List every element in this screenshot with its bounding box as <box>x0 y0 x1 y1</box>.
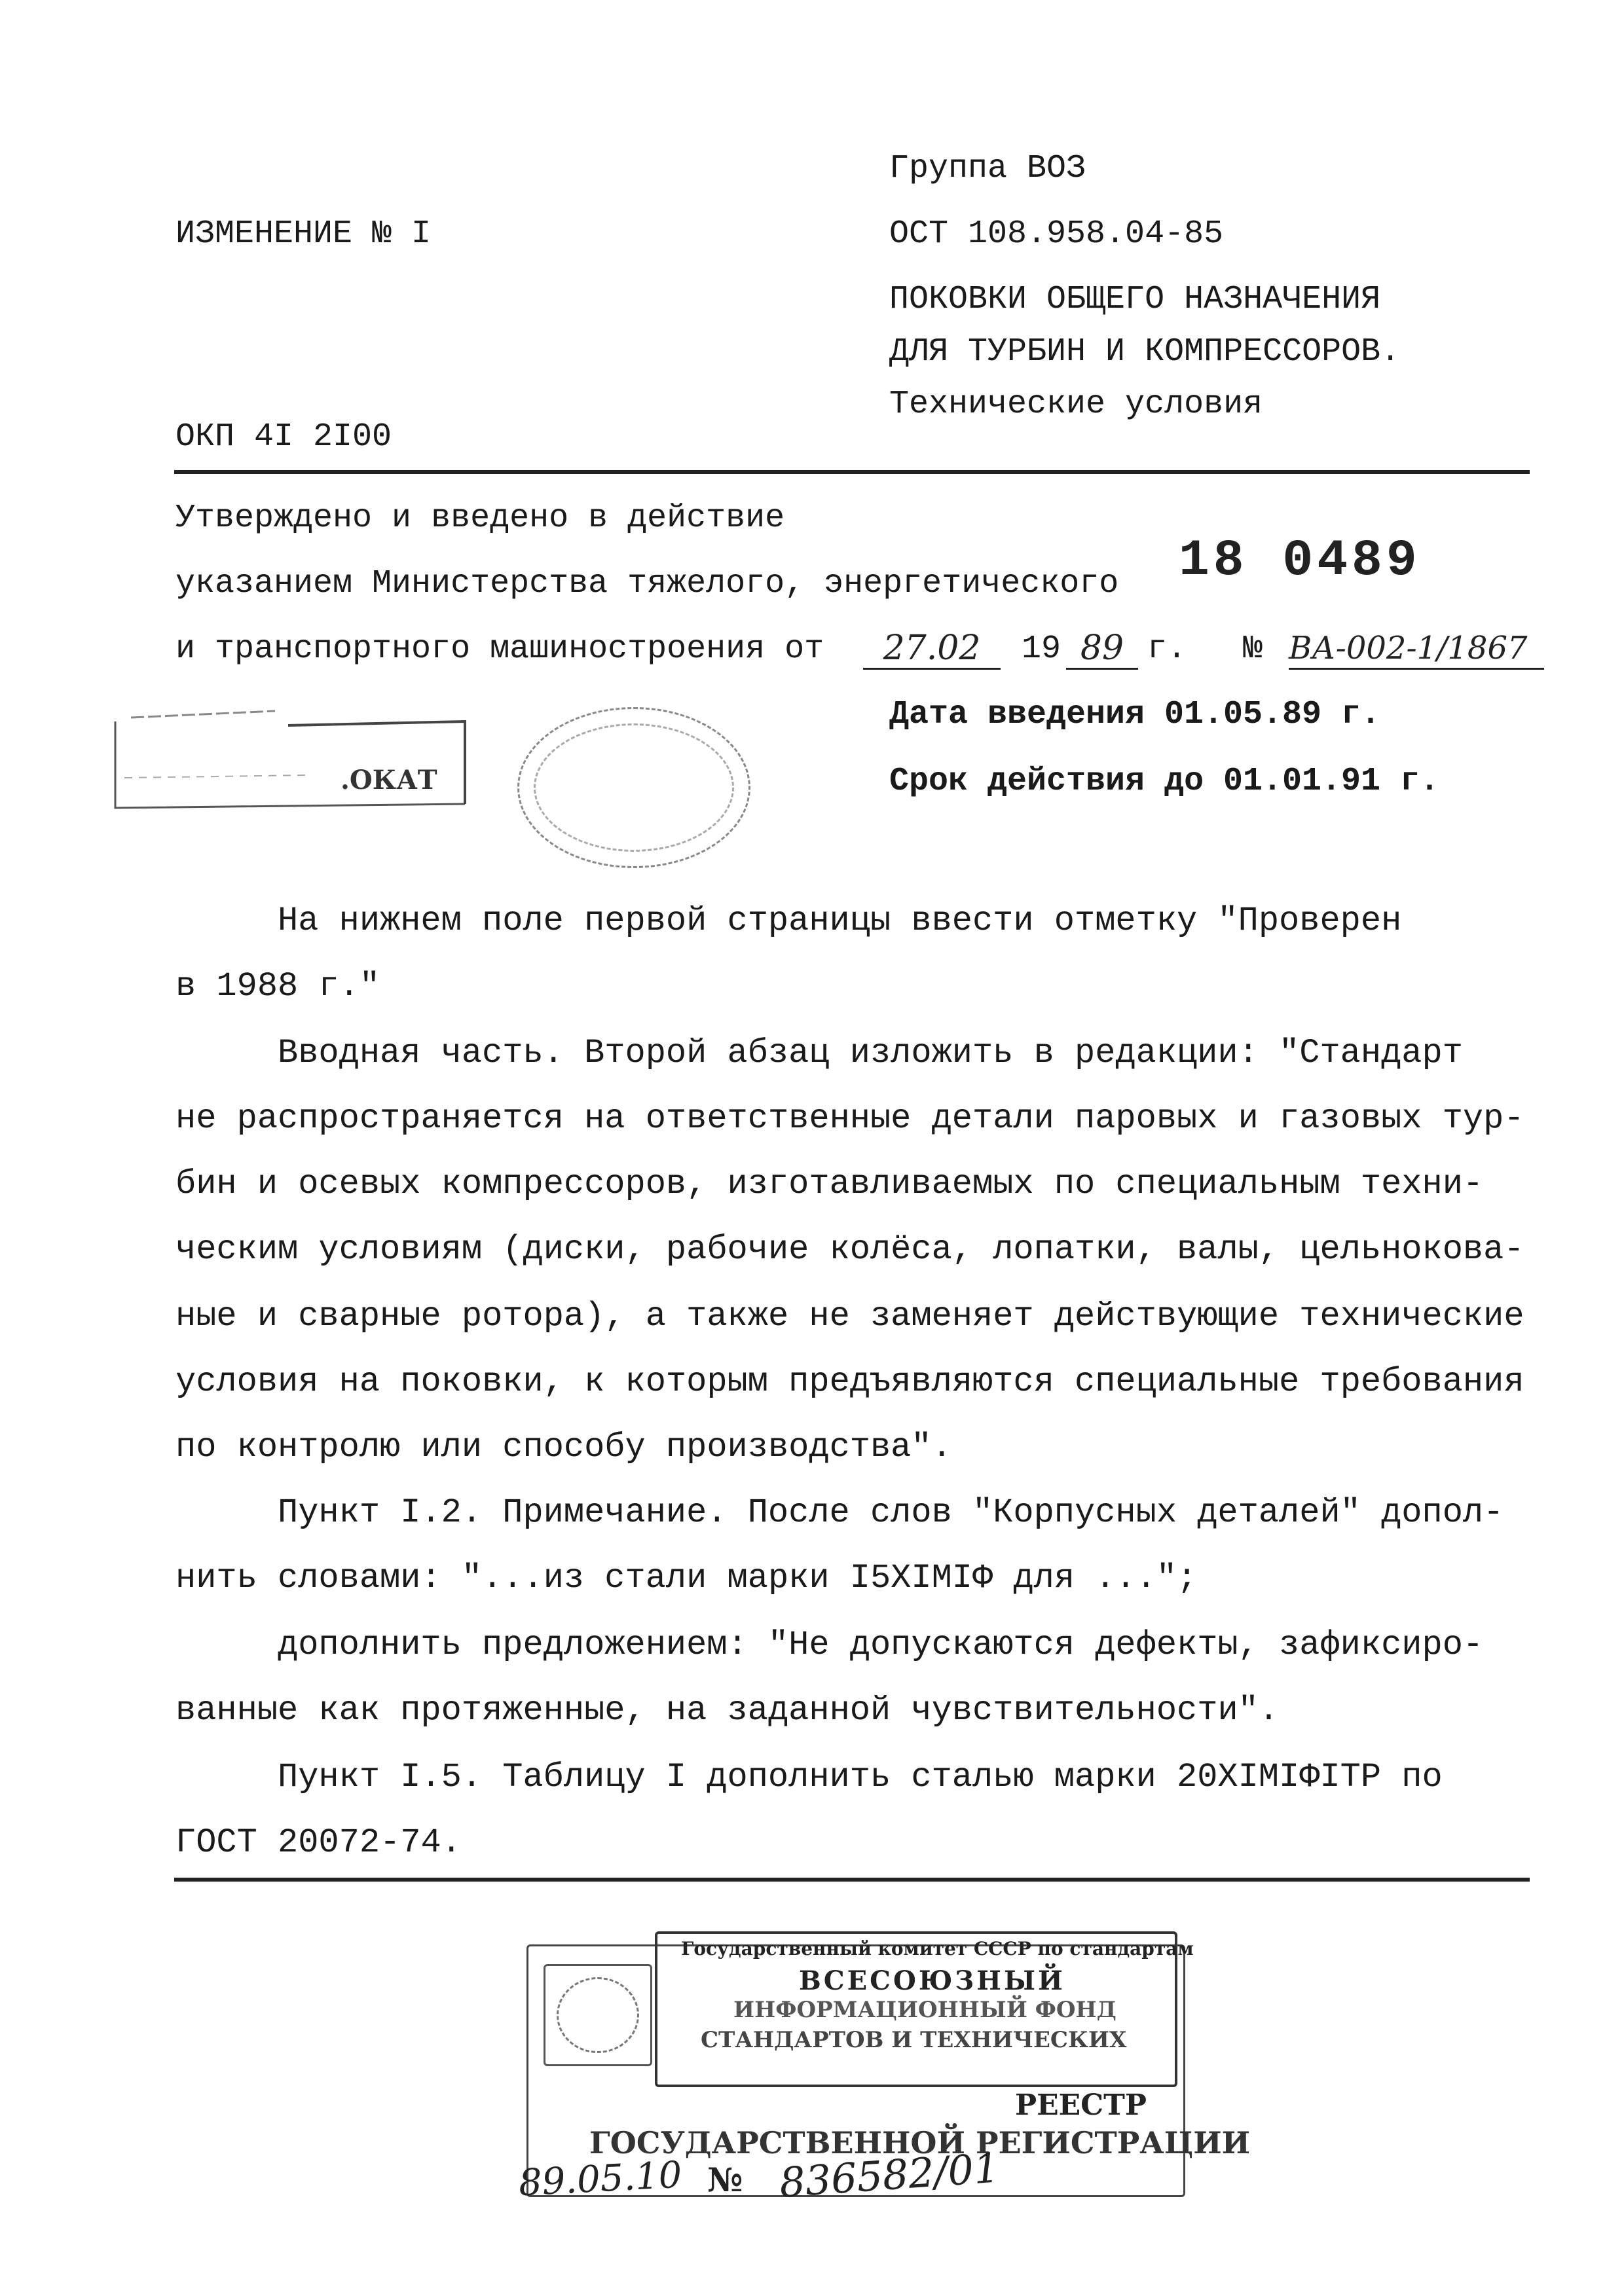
stamp-line-6: ГОСУДАРСТВЕННОЙ РЕГИСТРАЦИИ <box>589 2125 1251 2160</box>
approval-year-handwritten: 89 <box>1066 629 1138 670</box>
p4-line-2: ванные как протяженные, на заданной чувствительности". <box>175 1691 1280 1730</box>
stamp-line-3: ИНФОРМАЦИОННЫЙ ФОНД <box>733 1997 1116 2023</box>
approval-line-1: Утверждено и введено в действие <box>175 500 785 537</box>
group-code: Группа ВОЗ <box>889 150 1086 187</box>
approval-number-prefix: № <box>1243 630 1263 668</box>
stamp-reg-prefix: № <box>707 2160 743 2199</box>
approval-year-prefix: 19 <box>1022 630 1061 668</box>
stamp-line-4: СТАНДАРТОВ И ТЕХНИЧЕСКИХ <box>701 2027 1127 2053</box>
approval-number-handwritten: ВА-002-1/1867 <box>1289 629 1544 670</box>
p2-line-7: по контролю или способу производства". <box>175 1428 952 1467</box>
intro-date-label: Дата введения <box>889 696 1145 733</box>
p5-line-1: Пункт I.5. Таблицу I дополнить сталью марки 20XIMIФITP по <box>278 1758 1443 1796</box>
oval-stamp-inner <box>534 723 734 852</box>
p3-line-2: нить словами: "...из стали марки I5XIMIФ для ..."; <box>175 1559 1198 1597</box>
registration-stamp <box>517 1918 1251 2207</box>
p2-line-2: не распространяется на ответственные детали паровых и газовых тур- <box>175 1099 1524 1138</box>
stamp-line-5: РЕЕСТР <box>1015 2088 1147 2122</box>
bottom-divider <box>174 1878 1530 1882</box>
approval-year-suffix: г. <box>1147 630 1187 668</box>
left-stamp-text: .ОКАТ <box>341 765 437 795</box>
stamp-reg-date: 89.05.10 <box>517 2153 683 2205</box>
p1-line-1: На нижнем поле первой страницы ввести отметку "Проверен <box>278 902 1402 940</box>
stamp-line-1: Государственный комитет СССР по стандартам <box>681 1938 1194 1959</box>
p2-line-3: бин и осевых компрессоров, изготавливаемых по специальным техни- <box>175 1165 1484 1203</box>
validity-label: Срок действия до <box>889 763 1204 800</box>
top-divider <box>174 470 1530 474</box>
validity-date: 01.01.91 г. <box>1223 763 1440 800</box>
title-line-2: ДЛЯ ТУРБИН И КОМПРЕССОРОВ. <box>889 333 1401 371</box>
standard-number: ОСТ 108.958.04-85 <box>889 215 1224 253</box>
stamp-reg-number: 836582/01 <box>777 2143 1001 2207</box>
approval-line-2: указанием Министерства тяжелого, энергетического <box>175 565 1119 602</box>
registration-mark: 18 0489 <box>1179 532 1421 590</box>
subtitle: Технические условия <box>889 386 1263 423</box>
p2-line-5: ные и сварные ротора), а также не заменяет действующие технические <box>175 1297 1524 1336</box>
intro-date-value: 01.05.89 г. <box>1164 696 1381 733</box>
okp-code: ОКП 4I 2I00 <box>175 418 392 456</box>
p5-line-2: ГОСТ 20072-74. <box>175 1823 462 1862</box>
p2-line-1: Вводная часть. Второй абзац изложить в редакции: "Стандарт <box>278 1034 1463 1072</box>
p4-line-1: дополнить предложением: "Не допускаются дефекты, зафиксиро- <box>278 1626 1484 1664</box>
p2-line-6: условия на поковки, к которым предъявляются специальные требования <box>175 1362 1524 1401</box>
stamp-line-2: ВСЕСОЮЗНЫЙ <box>799 1965 1065 1996</box>
title-line-1: ПОКОВКИ ОБЩЕГО НАЗНАЧЕНИЯ <box>889 281 1381 318</box>
approval-line-3: и транспортного машиностроения от <box>175 630 824 668</box>
p2-line-4: ческим условиям (диски, рабочие колёса, лопатки, валы, цельнокова- <box>175 1230 1524 1269</box>
p3-line-1: Пункт I.2. Примечание. После слов "Корпусных деталей" допол- <box>278 1493 1504 1532</box>
emblem-icon <box>557 1977 639 2053</box>
change-number: ИЗМЕНЕНИЕ № I <box>175 215 432 253</box>
left-stamp <box>111 693 471 813</box>
approval-date-handwritten: 27.02 <box>863 629 1001 670</box>
p1-line-2: в 1988 г." <box>175 967 380 1006</box>
